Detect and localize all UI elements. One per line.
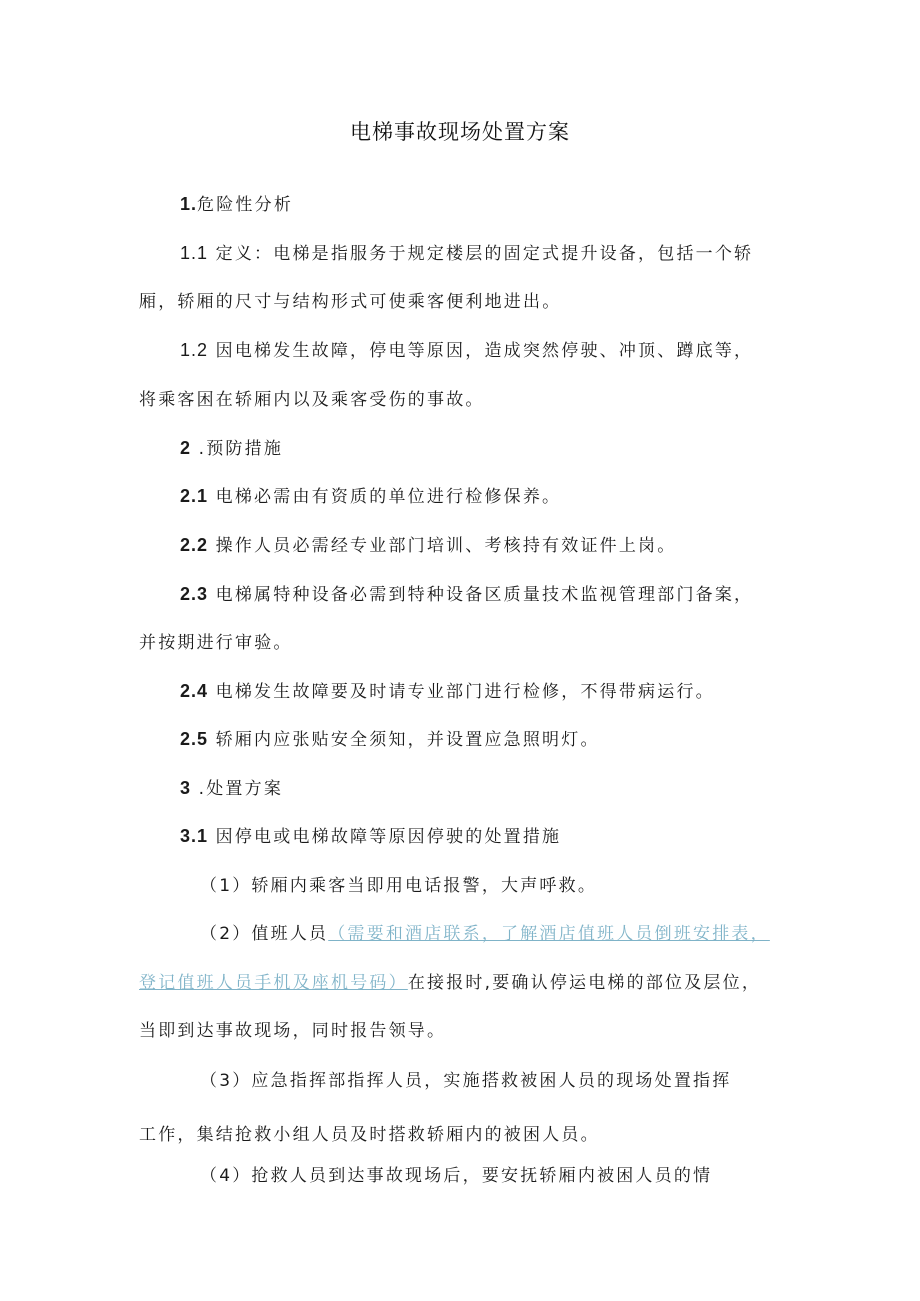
- section-2-5-text: 轿厢内应张贴安全须知，并设置应急照明灯。: [215, 730, 600, 750]
- section-2-1-number: 2.1: [180, 486, 209, 506]
- section-2-3-line-2: [139, 628, 293, 653]
- section-2-heading: [180, 434, 283, 459]
- section-1-2-text-a: 因电梯发生故障，停电等原因，造成突然停驶、冲顶、蹲底等，: [215, 341, 754, 361]
- item-3-line-1: [200, 1066, 731, 1091]
- section-1-2-line-1: [180, 336, 753, 361]
- section-2-2-text: 操作人员必需经专业部门培训、考核持有效证件上岗。: [215, 536, 677, 556]
- section-2-3-line-1: [180, 580, 753, 605]
- item-1: [200, 871, 597, 896]
- section-2-5: [180, 725, 600, 750]
- section-2-number: 2: [180, 438, 192, 458]
- item-1-number: （1）: [200, 876, 252, 896]
- item-3-line-2: [139, 1120, 600, 1145]
- section-2-1: [180, 482, 561, 507]
- section-2-3-text-b: 并按期进行审验。: [139, 633, 293, 653]
- item-4-line-1: [200, 1161, 712, 1186]
- section-1-1-text-a: 定义：电梯是指服务于规定楼层的固定式提升设备，包括一个轿: [215, 244, 754, 264]
- section-2-4: [180, 677, 715, 702]
- item-2-line-3: [139, 1016, 446, 1041]
- item-2-text-a: 值班人员: [251, 924, 329, 944]
- section-2-4-text: 电梯发生故障要及时请专业部门进行检修，不得带病运行。: [215, 682, 715, 702]
- section-3-text: .处置方案: [198, 779, 284, 799]
- section-2-3-number: 2.3: [180, 584, 209, 604]
- section-1-2-number: 1.2: [180, 340, 209, 360]
- item-2-text-c: 当即到达事故现场，同时报告领导。: [139, 1021, 447, 1041]
- item-2-number: （2）: [200, 924, 252, 944]
- section-2-2: [180, 531, 676, 556]
- section-1-2-line-2: [139, 385, 485, 410]
- item-2-line-2: [139, 968, 761, 993]
- section-2-text: .预防措施: [198, 439, 284, 459]
- section-1-heading: [180, 190, 293, 215]
- section-1-1-number: 1.1: [180, 243, 209, 263]
- section-1-1-text-b: 厢，轿厢的尺寸与结构形式可使乘客便利地进出。: [139, 292, 562, 312]
- section-2-3-text-a: 电梯属特种设备必需到特种设备区质量技术监视管理部门备案，: [215, 585, 754, 605]
- section-2-1-text: 电梯必需由有资质的单位进行检修保养。: [215, 487, 562, 507]
- document-title: 电梯事故现场处置方案: [350, 120, 570, 144]
- item-3-number: （3）: [200, 1071, 252, 1091]
- item-1-text: 轿厢内乘客当即用电话报警，大声呼救。: [251, 876, 598, 896]
- item-3-text-a: 应急指挥部指挥人员，实施搭救被困人员的现场处置指挥: [251, 1071, 732, 1091]
- section-2-2-number: 2.2: [180, 535, 209, 555]
- section-3-1-text: 因停电或电梯故障等原因停驶的处置措施: [215, 827, 562, 847]
- item-2-note-link-a[interactable]: （需要和酒店联系，了解酒店值班人员倒班安排表，: [328, 924, 770, 944]
- section-2-4-number: 2.4: [180, 681, 209, 701]
- item-2-line-1: [200, 919, 770, 944]
- section-3-1-number: 3.1: [180, 826, 209, 846]
- section-3-heading: [180, 774, 283, 799]
- item-2-note-link-b[interactable]: 登记值班人员手机及座机号码）: [139, 973, 408, 993]
- section-1-1-line-2: [139, 287, 561, 312]
- section-3-number: 3: [180, 778, 192, 798]
- section-2-5-number: 2.5: [180, 729, 209, 749]
- section-3-1: [180, 822, 561, 847]
- section-1-1-line-1: [180, 239, 753, 264]
- item-2-text-b: 在接报时,要确认停运电梯的部位及层位，: [407, 973, 762, 993]
- section-1-text: 危险性分析: [197, 195, 294, 215]
- item-4-text: 抢救人员到达事故现场后，要安抚轿厢内被困人员的情: [251, 1166, 713, 1186]
- section-1-2-text-b: 将乘客困在轿厢内以及乘客受伤的事故。: [139, 390, 485, 410]
- item-3-text-b: 工作，集结抢救小组人员及时搭救轿厢内的被困人员。: [139, 1125, 600, 1145]
- section-1-number: 1.: [180, 194, 198, 214]
- item-4-number: （4）: [200, 1166, 252, 1186]
